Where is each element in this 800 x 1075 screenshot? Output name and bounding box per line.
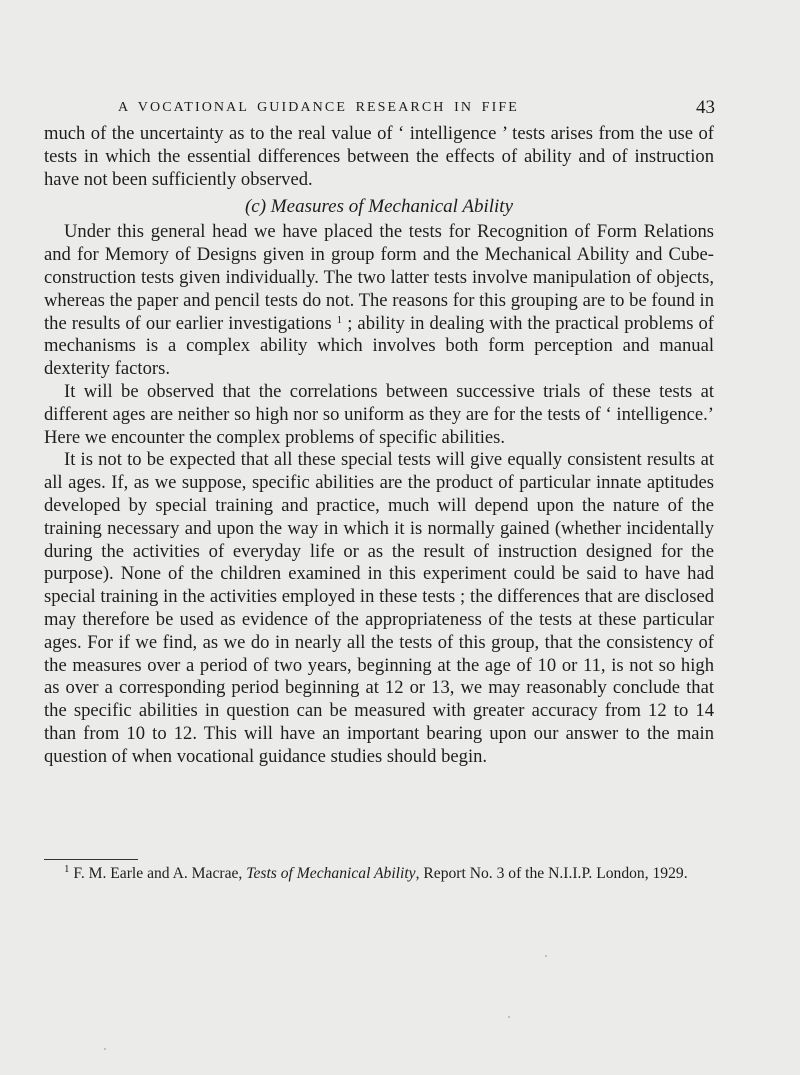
paragraph-specific-abilities: It is not to be expected that all these special tests will give equally consistent results at all ages. If, as we suppose, specific abilities are the product of particular innate aptitudes developed by special training and practice, much will depend upon the nature of the training necessary and upon the way in which it is normally gained (whether incidentally during the activities of everyday life or as the result of instruction designed for the purpose). None of the children examined in this experiment could be said to have had special training in the activities employed in these tests ; the differences that are disclosed may therefore be used as evidence of the appropriateness of the tests at these particular ages. For if we find, as we do in nearly all the tests of this group, that the consistency of the measures over a period of two years, beginning at the age of 10 or 11, is not so high as over a corresponding period beginning at 12 or 13, we may reasonably conclude that the specific abilities in question can be measured with greater accuracy from 12 to 14 than from 10 to 12. This will have an important bearing upon our answer to the main question of when vocational guidance studies should begin. [44, 449, 714, 767]
running-header: A VOCATIONAL GUIDANCE RESEARCH IN FIFE [118, 100, 519, 115]
paragraph-text: ; ability in dealing with the practical problems of mechanisms is a complex ability which involves both form perception and manual dexterity factors. [44, 312, 714, 380]
paper-speck [545, 955, 547, 957]
paper-speck [104, 1048, 106, 1050]
section-heading: (c) Measures of Mechanical Ability [244, 196, 514, 218]
paragraph-continued: much of the uncertainty as to the real value of ‘ intelligence ’ tests arises from the use of tests in which the essential differences between the effects of ability and of instruction have not been sufficiently observed. [44, 123, 714, 190]
body-text [44, 123, 714, 769]
footnote-title: Tests of Mechanical Ability [246, 865, 416, 882]
paragraph-correlations: It will be observed that the correlations between successive trials of these tests at different ages are neither so high nor so uniform as they are for the tests of ‘ intelligence.’ Here we encounter the complex problems of specific abilities. [44, 380, 714, 448]
footnote [44, 864, 714, 884]
paragraph-mechanical-grouping [44, 221, 714, 381]
page-number: 43 [696, 97, 715, 118]
footnote-marker: 1 [64, 863, 70, 875]
paper-speck [508, 1016, 510, 1018]
footnote-divider [44, 859, 138, 860]
footnote-reference[interactable]: 1 [336, 313, 343, 326]
paragraph-text: Under this general head we have placed the tests for Recognition of Form Relations and for Memory of Designs given in group form and the Mechanical Ability and Cube-construction tests given individually. The two latter tests involve manipulation of objects, whereas the paper and pencil tests do not. The reasons for this grouping are to be found in the results of our earlier investigations [44, 221, 714, 334]
footnote-authors: F. M. Earle and A. Macrae, [69, 865, 247, 882]
footnote-details: , Report No. 3 of the N.I.I.P. London, 1929. [415, 865, 688, 882]
